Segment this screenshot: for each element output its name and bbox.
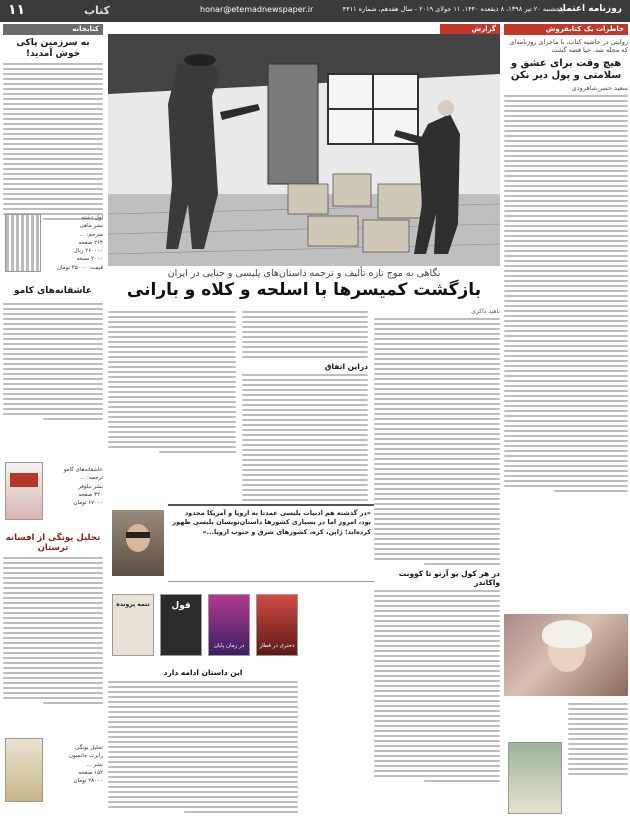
- right-bottom-text: [568, 700, 628, 778]
- pull-quote-text: «در گذشته هم ادبیات پلیسی عمدتا به اروپا و آمریکا محدود بود، امروز اما در بسیاری کشورها داستان‌نویسان پلیسی ظهور کرده‌اند؛ ژاپن، کره، کشورهای شرق و جنوب اروپا...»: [172, 509, 371, 536]
- left-story3-title: تحلیل یونگی از افسانه ترستان: [5, 533, 101, 554]
- article-author: ناهید ذاکری: [471, 308, 500, 315]
- right-intro: روایتی در حاشیه کتاب، با ماجرای روزنامه‌ای که مجله شد. حیا قصه گشت: [509, 38, 628, 55]
- main-article: [108, 24, 500, 816]
- subheading-1: دراین اتفاق: [324, 362, 368, 371]
- bottom-body: [108, 678, 298, 816]
- article-kicker: نگاهی به موج تازه تألیف و ترجمه داستان‌های پلیسی و جنایی در ایران: [167, 268, 441, 279]
- section-name: کتاب: [84, 4, 111, 17]
- book-cover-7: دختری در قطار: [256, 594, 298, 656]
- right-column-tag: خاطرات یک کتابفروش: [504, 24, 628, 35]
- page-header: [0, 0, 630, 22]
- left-story1-body: [3, 63, 103, 220]
- page-number: ۱۱: [8, 2, 26, 18]
- subheading-3: این داستان ادامه دارد: [163, 668, 243, 677]
- section-email[interactable]: honar@etemadnewspaper.ir: [200, 5, 314, 14]
- right-article-body: [504, 95, 628, 492]
- pull-quote: [168, 504, 374, 582]
- book-cover-6: در زمان پایان: [208, 594, 250, 656]
- body-column-right: [374, 308, 500, 816]
- book-cover-4: تتمه پرونده: [112, 594, 154, 656]
- dateline: پنجشنبه ۲۰ تیر ۱۳۹۸، ۸ ذیقعده ۱۴۴۰، ۱۱ جولای ۲۰۱۹ - سال هفدهم، شماره ۴۴۱۱: [342, 5, 564, 13]
- main-tag: گزارش: [440, 24, 500, 35]
- subheading-2: در هر کول یو آرتو تا کوونت واکاندر: [398, 569, 500, 587]
- left-story2-title: عاشقانه‌های کامو: [14, 286, 92, 296]
- newspaper-logo: روزنامه اعتماد: [558, 4, 622, 14]
- left-column: [3, 24, 103, 816]
- book1-info: اول دشته نشر ماهی مترجم: ... ۲۶۴ صفحه ۲۶۰۰۰۰ ریال ۲۰۰۰ نسخه قیمت: ۴۵۰۰۰ تومان: [56, 215, 103, 271]
- book3-info: تحلیل یونگی رابرت جانسون نشر ... ۱۵۲ صفحه ۲۸۰۰۰ تومان: [68, 745, 103, 784]
- portrait-photo-man: [112, 510, 164, 576]
- book2-info: عاشقانه‌های کامو ترجمه: ... نشر نیلوفر ۳۲۰ صفحه ۶۷۰۰۰ تومان: [63, 467, 103, 506]
- right-column: [504, 24, 628, 816]
- book-cover-2: [5, 462, 43, 520]
- right-byline: سعید حسن‌شاهرودی: [571, 83, 628, 92]
- left-story2-body: [3, 300, 103, 423]
- right-headline: هیچ وقت برای عشق و سلامتی و پول دیر نکن: [510, 57, 622, 81]
- left-story3-body: [3, 554, 103, 707]
- left-story1-title: به سرزمین پاکی خوش آمدید!: [16, 38, 90, 59]
- left-column-tag: کتابخانه: [3, 24, 103, 35]
- hero-illustration: [108, 34, 500, 266]
- book-cover-5: قول: [160, 594, 202, 656]
- portrait-photo-woman: [504, 614, 628, 696]
- article-headline: بازگشت کمیسرها با اسلحه و کلاه و بارانی: [126, 280, 482, 300]
- book-cover-3: [5, 738, 43, 802]
- book-cover-right: [508, 742, 562, 814]
- book-cover-1: [5, 214, 41, 272]
